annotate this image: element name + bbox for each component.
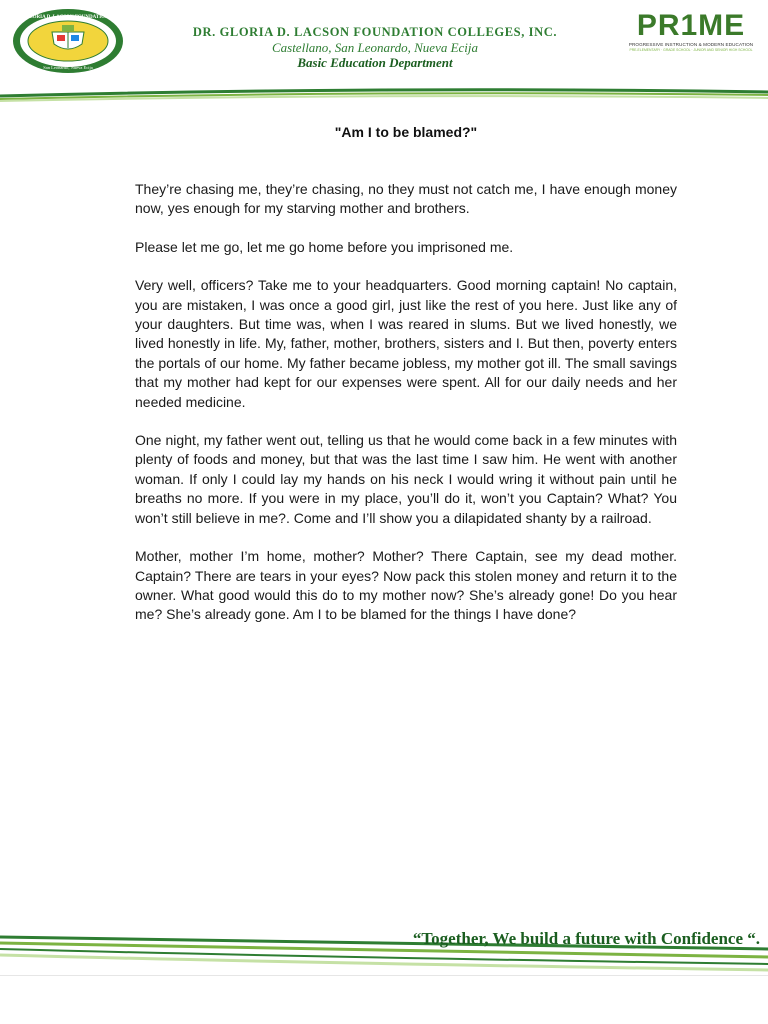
prime-tagline: PROGRESSIVE INSTRUCTION & MODERN EDUCATION [628,42,754,47]
letterhead [0,0,768,105]
school-info [130,24,620,71]
school-seal-logo [12,8,124,74]
paragraph-4: One night, my father went out, telling us that he would come back in a few minutes with plenty of foods and money, but that was the last time I saw him. He went with another woman. If only I could lay my hands on his neck I would wring it without pain until he breaths no more. If you were in my place, you’ll do it, won’t you Captain? What? You won’t still believe in me?. Come and I’ll show you a dilapidated shanty by a railroad. [135,432,677,526]
paragraph-1: They’re chasing me, they’re chasing, no they must not catch me, I have enough money now, yes enough for my starving mother and brothers. [135,181,677,217]
document-body [135,180,677,644]
footer [0,915,768,1024]
seal-text: DR. GLORIA D. LACSON FOUNDATION, INC [15,15,121,20]
school-address: Castellano, San Leonardo, Nueva Ecija [271,40,479,55]
footer-motto: “Together, We build a future with Confidence “. [412,929,760,948]
footer-divider [0,975,768,976]
paragraph-2: Please let me go, let me go home before you imprisoned me. [135,238,514,255]
school-name: DR. GLORIA D. LACSON FOUNDATION COLLEGES, INC. [192,25,558,39]
paragraph-3: Very well, officers? Take me to your headquarters. Good morning captain! No captain, you are mistaken, I was once a good girl, just like the rest of you here. Just like any of your daughters. But time was, when I was reared in slums. But we lived honestly, we lived honestly in life. My, father, mother, brothers, sisters and I. But then, poverty enters the portals of our home. My father became jobless, my mother got ill. The small savings that my mother had kept for our expenses were spent. All for our daily needs and her needed medicine. [135,277,677,410]
seal-location: San Leonardo, Nueva Ecija [43,65,93,70]
prime-logo-text: PR1ME [636,9,746,42]
paragraph-5: Mother, mother I’m home, mother? Mother? There Captain, see my dead mother. Captain? There are tears in your eyes? Now pack this stolen money and return it to the owner. What good would this do to my mother now? She’s already gone! Do you hear me? She’s already gone. Am I to be blamed for the things I have done? [135,548,677,623]
prime-logo [624,10,758,72]
department-name: Basic Education Department [297,55,453,70]
header-divider-stripes [0,82,768,102]
prime-subline: PRE-ELEMENTARY · GRADE SCHOOL · JUNIOR AND SENIOR HIGH SCHOOL [629,48,753,52]
document-title: "Am I to be blamed?" [334,124,478,140]
